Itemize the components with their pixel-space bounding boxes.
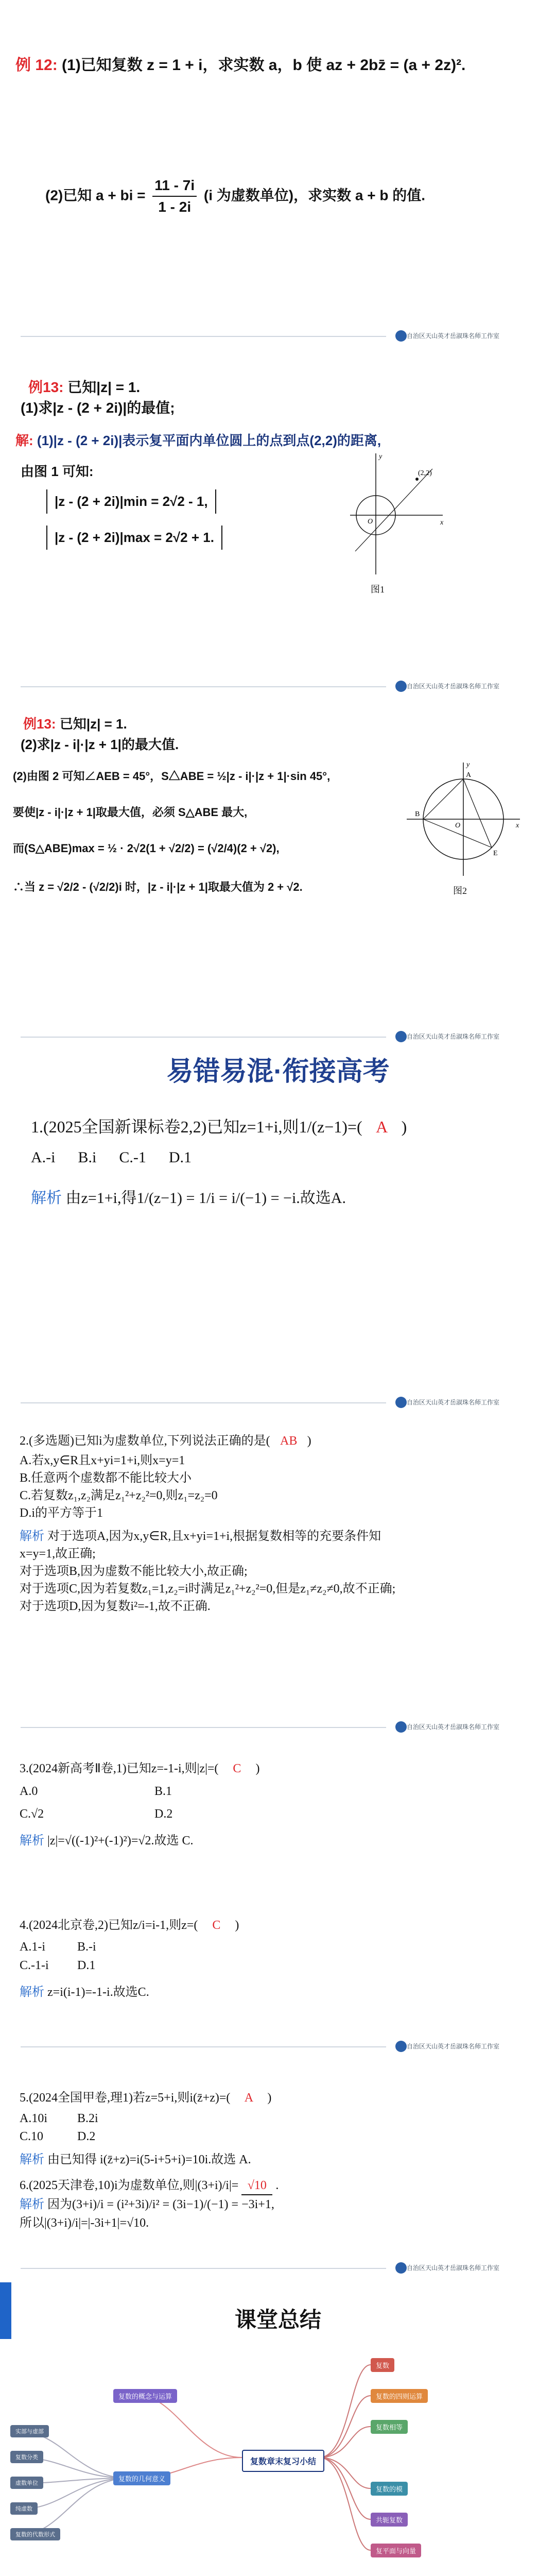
ex13a-sol-text: (1)|z - (2 + 2i)|表示复平面内单位圆上的点到点(2,2)的距离, xyxy=(37,433,381,448)
q3-analysis xyxy=(20,1832,194,1850)
q2-analysis xyxy=(20,1528,540,1615)
ex13a-header xyxy=(28,376,140,397)
footer-bar xyxy=(0,1721,556,1734)
mind-map-right-5: 共轭复数 xyxy=(371,2513,408,2527)
figure-2 xyxy=(402,757,525,881)
ex12-label: 例 12: xyxy=(15,57,58,74)
fig1-caption: 图1 xyxy=(371,584,385,595)
mind-map-right-1: 复数 xyxy=(371,2358,394,2372)
fig2-segment-AB xyxy=(423,779,463,819)
footer-line xyxy=(21,686,386,687)
q4-option-d: D.1 xyxy=(77,1959,96,1972)
q3-option-d: D.2 xyxy=(154,1807,173,1821)
q2-analysis-line-1 xyxy=(20,1528,540,1545)
q2-stem xyxy=(20,1432,534,1450)
question-5 xyxy=(0,2061,556,2231)
ex13a-max xyxy=(46,526,222,550)
q2-analysis-line-3: 对于选项B,因为虚数不能比较大小,故正确; xyxy=(20,1565,248,1578)
mq1-options xyxy=(31,1149,192,1166)
footer-text: 自治区天山英才岳淑珠名师工作室 xyxy=(407,2043,500,2050)
mistakes-title: 易错易混·衔接高考 xyxy=(166,1057,390,1087)
q2-option-c: C.若复数z₁,z₂满足z₁²+z₂²=0,则z₁=z₂=0 xyxy=(20,1489,218,1502)
q2-option-b: B.任意两个虚数都不能比较大小 xyxy=(20,1471,192,1485)
studio-logo-icon xyxy=(395,1721,407,1733)
q5-stem xyxy=(20,2089,534,2107)
ex12-q2 xyxy=(45,175,545,217)
mq1-analysis-text: 由z=1+i,得1/(z−1) = 1/i = i/(−1) = −i.故选A. xyxy=(65,1190,346,1207)
fig2-label-x: x xyxy=(516,822,519,829)
fig2-label-y: y xyxy=(466,761,470,769)
studio-logo-icon xyxy=(395,1397,407,1408)
q5-option-d: D.2 xyxy=(77,2130,96,2143)
fig1-y-label: y xyxy=(379,453,383,461)
mind-map-left-top: 复数的概念与运算 xyxy=(113,2389,177,2403)
mind-map-right-3: 复数相等 xyxy=(371,2420,408,2434)
q3-stem-text: 3.(2024新高考Ⅱ卷,1)已知z=-1-i,则|z|=( xyxy=(20,1762,219,1775)
mq1-option-b: B.i xyxy=(78,1149,97,1166)
ex12-q1-text: (1)已知复数 z = 1 + i，求实数 a，b 使 az + 2bz̄ = (a + 2z)². xyxy=(62,57,466,74)
q6-analysis xyxy=(20,2196,534,2213)
footer-text: 自治区天山英才岳淑珠名师工作室 xyxy=(407,1723,500,1731)
ex12-q2-post: (i 为虚数单位)，求实数 a + b 的值. xyxy=(203,187,426,204)
q2-answer: AB xyxy=(280,1434,298,1448)
footer-bar xyxy=(0,1396,556,1410)
q3-option-a: A.0 xyxy=(20,1785,38,1798)
q5-stem-text: 5.(2024全国甲卷,理1)若z=5+i,则i(z̄+z)=( xyxy=(20,2091,231,2105)
mind-map-leaf-4: 纯虚数 xyxy=(10,2502,38,2515)
q2-stem-text: 2.(多选题)已知i为虚数单位,下列说法正确的是( xyxy=(20,1434,270,1448)
fig2-label-O: O xyxy=(455,822,461,829)
q4-stem-text: 4.(2024北京卷,2)已知z/i=i-1,则z=( xyxy=(20,1919,198,1932)
q3-stem-end: ) xyxy=(255,1762,260,1775)
q4-analysis-text: z=i(i-1)=-1-i.故选C. xyxy=(47,1986,149,1999)
mq1-option-d: D.1 xyxy=(168,1149,192,1166)
q2-stem-end: ) xyxy=(307,1434,311,1448)
mind-map-leaf-2: 复数分类 xyxy=(10,2451,43,2463)
question-4 xyxy=(0,1901,556,2040)
studio-logo-icon xyxy=(395,681,407,692)
summary-title: 课堂总结 xyxy=(234,2308,321,2332)
q5-answer: A xyxy=(244,2091,254,2105)
example-13-part2 xyxy=(0,701,556,1051)
ex13b-cond: 已知|z| = 1. xyxy=(59,716,127,732)
ex13b-q2: (2)求|z - i|·|z + 1|的最大值. xyxy=(21,737,179,752)
q5-option-b: B.2i xyxy=(77,2112,98,2125)
q6-stem xyxy=(20,2177,534,2195)
q2-analysis-line-2: x=y=1,故正确; xyxy=(20,1547,96,1561)
footer-bar xyxy=(0,2262,556,2275)
ex13a-label: 例13: xyxy=(28,379,64,395)
q3-analysis-text: |z|=√((-1)²+(-1)²)=√2.故选 C. xyxy=(47,1834,194,1848)
studio-logo-icon xyxy=(395,2041,407,2052)
studio-logo-icon xyxy=(395,330,407,342)
q4-stem xyxy=(20,1917,534,1934)
q2-analysis-line-5: 对于选项D,因为复数i²=-1,故不正确. xyxy=(20,1600,211,1613)
ex12-denominator: 1 - 2i xyxy=(158,199,192,215)
studio-logo-icon xyxy=(395,1031,407,1042)
fig2-label-A: A xyxy=(466,771,472,779)
ex13a-sol-label: 解: xyxy=(15,433,33,448)
mind-map-center: 复数章末复习小结 xyxy=(242,2450,324,2472)
q5-analysis xyxy=(20,2151,251,2168)
q3-option-c: C.√2 xyxy=(20,1807,44,1821)
question-3 xyxy=(0,1741,556,1896)
example-12 xyxy=(0,0,556,350)
mind-map-leaf-3: 虚数单位 xyxy=(10,2477,43,2489)
fig1-line xyxy=(355,469,432,551)
fig1-x-label: x xyxy=(440,519,444,527)
fig2-label-E: E xyxy=(493,850,498,857)
ex13b-label: 例13: xyxy=(23,716,56,732)
q2-option-d: D.i的平方等于1 xyxy=(20,1506,103,1520)
footer-bar xyxy=(0,680,556,693)
ex13a-max-text: |z - (2 + 2i)|max = 2√2 + 1. xyxy=(55,530,214,545)
figure-1 xyxy=(345,448,448,582)
studio-logo-icon xyxy=(395,2262,407,2274)
ex12-numerator: 11 - 7i xyxy=(152,175,197,197)
q6-analysis-text-2: 所以|(3+i)/i|=|-3i+1|=√10. xyxy=(20,2216,149,2230)
ex13b-sol4: ∴当 z = √2/2 - (√2/2)i 时，|z - i|·|z + 1|取最大值为 2 + √2. xyxy=(13,880,303,893)
footer-text: 自治区天山英才岳淑珠名师工作室 xyxy=(407,683,500,690)
q3-stem xyxy=(20,1760,534,1777)
footer-text: 自治区天山英才岳淑珠名师工作室 xyxy=(407,332,500,340)
q5-analysis-text: 由已知得 i(z̄+z)=i(5-i+5+i)=10i.故选 A. xyxy=(47,2153,251,2166)
q6-answer: √10 xyxy=(241,2177,272,2195)
footer-text: 自治区天山英才岳淑珠名师工作室 xyxy=(407,1399,500,1406)
summary-section xyxy=(0,2282,556,2576)
mind-map-left-bottom: 复数的几何意义 xyxy=(113,2471,170,2485)
mq1-option-a: A.-i xyxy=(31,1149,56,1166)
ex12-q2-pre: (2)已知 a + bi = xyxy=(45,187,146,204)
q6-analysis-label: 解析 xyxy=(20,2197,44,2211)
fig1-point-label: (2,2) xyxy=(418,469,432,477)
q6-analysis-text-1: 因为(3+i)/i = (i²+3i)/i² = (3i−1)/(−1) = −3i+1, xyxy=(47,2198,274,2211)
ex13a-solution xyxy=(15,430,541,449)
q4-analysis-label: 解析 xyxy=(20,1985,44,1999)
mistakes-section xyxy=(0,1051,556,1396)
ex12-q1 xyxy=(15,54,541,77)
q6-stem-text: 6.(2025天津卷,10)i为虚数单位,则|(3+i)/i|= xyxy=(20,2179,239,2192)
footer-line xyxy=(21,1727,386,1728)
ex12-fraction xyxy=(152,175,197,217)
mind-map-leaf-1: 实部与虚部 xyxy=(10,2425,49,2437)
q4-option-c: C.-1-i xyxy=(20,1959,49,1972)
mq1-analysis xyxy=(31,1185,535,1208)
q2-analysis-label: 解析 xyxy=(20,1529,44,1543)
q3-answer: C xyxy=(233,1762,241,1775)
fig2-caption: 图2 xyxy=(453,886,467,896)
q5-analysis-label: 解析 xyxy=(20,2153,44,2166)
mq1-option-c: C.-1 xyxy=(119,1149,146,1166)
fig2-label-B: B xyxy=(415,810,420,818)
q4-stem-end: ) xyxy=(235,1919,239,1932)
ex13a-fig-intro: 由图 1 可知: xyxy=(21,464,94,479)
footer-line xyxy=(21,2046,386,2047)
ex13b-sol2: 要使|z - i|·|z + 1|取最大值，必须 S△ABE 最大, xyxy=(13,806,248,819)
mind-map-right-4: 复数的模 xyxy=(371,2482,408,2496)
ex13b-header xyxy=(23,714,127,733)
ex13b-sol1: (2)由图 2 可知∠AEB = 45°，S△ABE = ½|z - i|·|z + 1|·sin 45°, xyxy=(13,770,331,783)
ex13b-sol3: 而(S△ABE)max = ½ · 2√2(1 + √2/2) = (√2/4)(2 + √2), xyxy=(13,842,280,855)
q3-option-b: B.1 xyxy=(154,1785,172,1798)
ex13a-min-text: |z - (2 + 2i)|min = 2√2 - 1, xyxy=(55,494,208,509)
q3-analysis-label: 解析 xyxy=(20,1834,44,1848)
q4-answer: C xyxy=(212,1919,221,1932)
q2-analysis-text-1: 对于选项A,因为x,y∈R,且x+yi=1+i,根据复数相等的充要条件知 xyxy=(47,1530,381,1543)
footer-line xyxy=(21,1402,386,1403)
mind-map-right-2: 复数的四则运算 xyxy=(371,2389,428,2403)
q4-analysis xyxy=(20,1984,149,2001)
example-13-part1 xyxy=(0,350,556,701)
mq1-answer: A xyxy=(376,1117,388,1136)
mind-map-leaf-5: 复数的代数形式 xyxy=(10,2528,60,2540)
q4-option-a: A.1-i xyxy=(20,1940,45,1954)
footer-bar xyxy=(0,1030,556,1044)
ex13a-min xyxy=(46,489,216,514)
mq1-stem-end: ) xyxy=(401,1117,407,1136)
footer-text: 自治区天山英才岳淑珠名师工作室 xyxy=(407,1033,500,1040)
q2-analysis-line-4: 对于选项C,因为若复数z₁=1,z₂=i时满足z₁²+z₂²=0,但是z₁≠z₂≠0,故不正确; xyxy=(20,1582,396,1596)
q5-option-a: A.10i xyxy=(20,2112,47,2125)
footer-bar xyxy=(0,330,556,343)
ex13a-cond: 已知|z| = 1. xyxy=(67,379,141,395)
mq1-stem xyxy=(31,1114,535,1140)
q5-stem-end: ) xyxy=(267,2091,272,2105)
q2-option-a: A.若x,y∈R且x+yi=1+i,则x=y=1 xyxy=(20,1454,185,1467)
fig1-point xyxy=(415,478,419,481)
q5-option-c: C.10 xyxy=(20,2130,44,2143)
mq1-stem-text: 1.(2025全国新课标卷2,2)已知z=1+i,则1/(z−1)=( xyxy=(31,1117,362,1136)
footer-text: 自治区天山英才岳淑珠名师工作室 xyxy=(407,2264,500,2272)
fig1-origin-label: O xyxy=(368,518,373,526)
footer-bar xyxy=(0,2040,556,2054)
footer-line xyxy=(21,2268,386,2269)
q6-stem-end: . xyxy=(275,2179,279,2192)
ex13a-q1: (1)求|z - (2 + 2i)|的最值; xyxy=(21,400,175,416)
question-2 xyxy=(0,1417,556,1726)
footer-line xyxy=(21,336,386,337)
q4-option-b: B.-i xyxy=(77,1940,96,1954)
footer-line xyxy=(21,1037,386,1038)
mind-map-right-6: 复平面与向量 xyxy=(371,2544,421,2557)
mq1-analysis-label: 解析 xyxy=(31,1190,62,1207)
